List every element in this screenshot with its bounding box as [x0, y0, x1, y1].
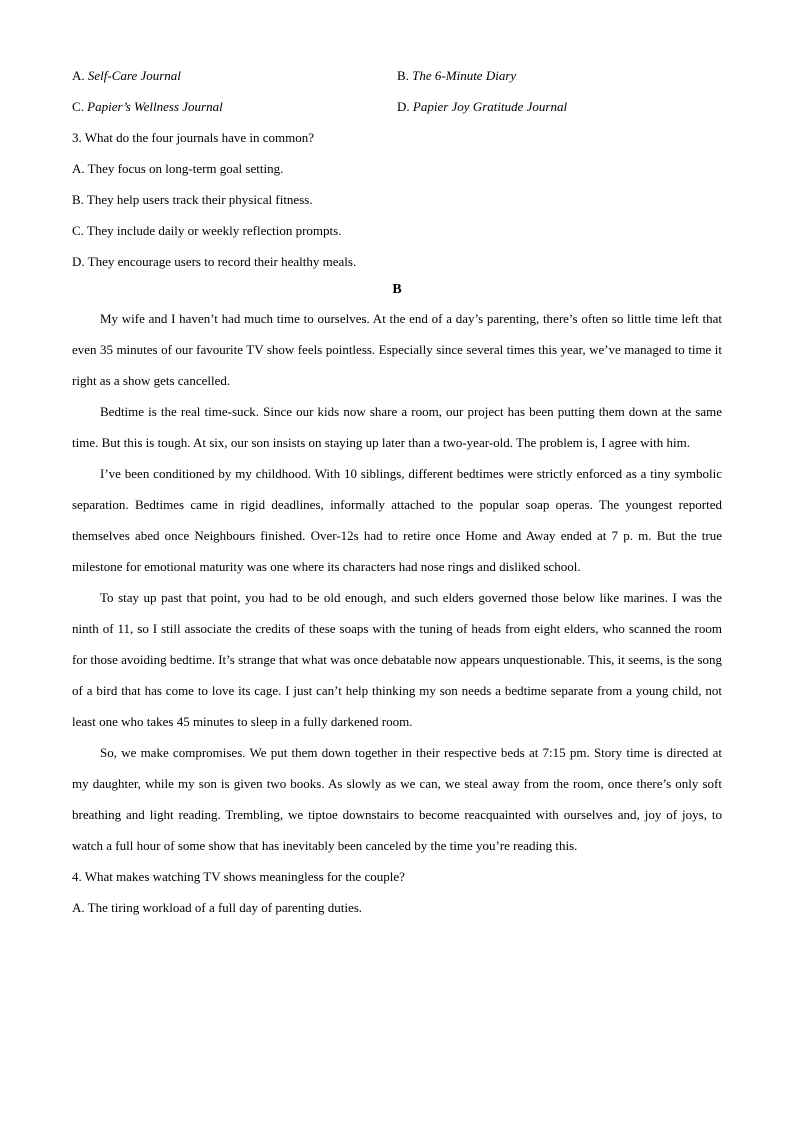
document-page	[72, 60, 722, 923]
q3-option-b: B. They help users track their physical fitness.	[72, 192, 313, 207]
q2-option-d	[397, 99, 722, 115]
section-heading: B	[392, 282, 402, 297]
q2-options-row-1	[72, 60, 722, 91]
q2-option-c	[72, 99, 397, 115]
passage-paragraph: So, we make compromises. We put them down together in their respective beds at 7:15 pm. Story time is directed at my daughter, while my son is given two books. As slowly as we can, we steal away from the room, once there’s only soft breathing and light reading. Trembling, we tiptoe downstairs to become reacquainted with ourselves and, joy of joys, to watch a full hour of some show that has inevitably been canceled by the time you’re reading this.	[72, 745, 722, 853]
q2-options-row-2	[72, 91, 722, 122]
option-text: Self-Care Journal	[87, 67, 181, 83]
q2-option-a	[72, 68, 397, 84]
option-text: Papier’s Wellness Journal	[87, 98, 223, 114]
q3-question: 3. What do the four journals have in common?	[72, 130, 315, 145]
option-letter: C.	[72, 98, 84, 114]
q3-option-d: D. They encourage users to record their healthy meals.	[72, 254, 357, 269]
q4-option-a: A. The tiring workload of a full day of parenting duties.	[72, 900, 363, 915]
option-text: Papier Joy Gratitude Journal	[412, 98, 568, 114]
option-text: The 6-Minute Diary	[412, 67, 517, 83]
option-letter: B.	[397, 67, 409, 83]
option-letter: D.	[397, 98, 410, 114]
passage-paragraph: I’ve been conditioned by my childhood. With 10 siblings, different bedtimes were strictly enforced as a tiny symbolic separation. Bedtimes came in rigid deadlines, informally attached to the popular soap operas. The youngest reported themselves abed once Neighbours finished. Over-12s had to retire once Home and Away ended at 7 p. m. But the true milestone for emotional maturity was one where its characters had nose rings and disliked school.	[72, 466, 722, 574]
q4-question: 4. What makes watching TV shows meaningless for the couple?	[72, 869, 405, 884]
passage-paragraph: To stay up past that point, you had to be old enough, and such elders governed those below like marines. I was the ninth of 11, so I still associate the credits of these soaps with the tuning of heads from eight elders, who scanned the room for those avoiding bedtime. It’s strange that what was once debatable now appears unquestionable. This, it seems, is the song of a bird that has come to love its cage. I just can’t help thinking my son needs a bedtime separate from a young child, not least one who takes 45 minutes to sleep in a fully darkened room.	[72, 590, 722, 729]
q2-option-b	[397, 68, 722, 84]
q3-option-a: A. They focus on long-term goal setting.	[72, 161, 284, 176]
option-letter: A.	[72, 67, 85, 83]
passage-paragraph: My wife and I haven’t had much time to ourselves. At the end of a day’s parenting, there’s often so little time left that even 35 minutes of our favourite TV show feels pointless. Especially since several times this year, we’ve managed to time it right as a show gets cancelled.	[72, 311, 722, 388]
q3-option-c: C. They include daily or weekly reflection prompts.	[72, 223, 342, 238]
passage-paragraph: Bedtime is the real time-suck. Since our kids now share a room, our project has been putting them down at the same time. But this is tough. At six, our son insists on staying up later than a two-year-old. The problem is, I agree with him.	[72, 404, 722, 450]
